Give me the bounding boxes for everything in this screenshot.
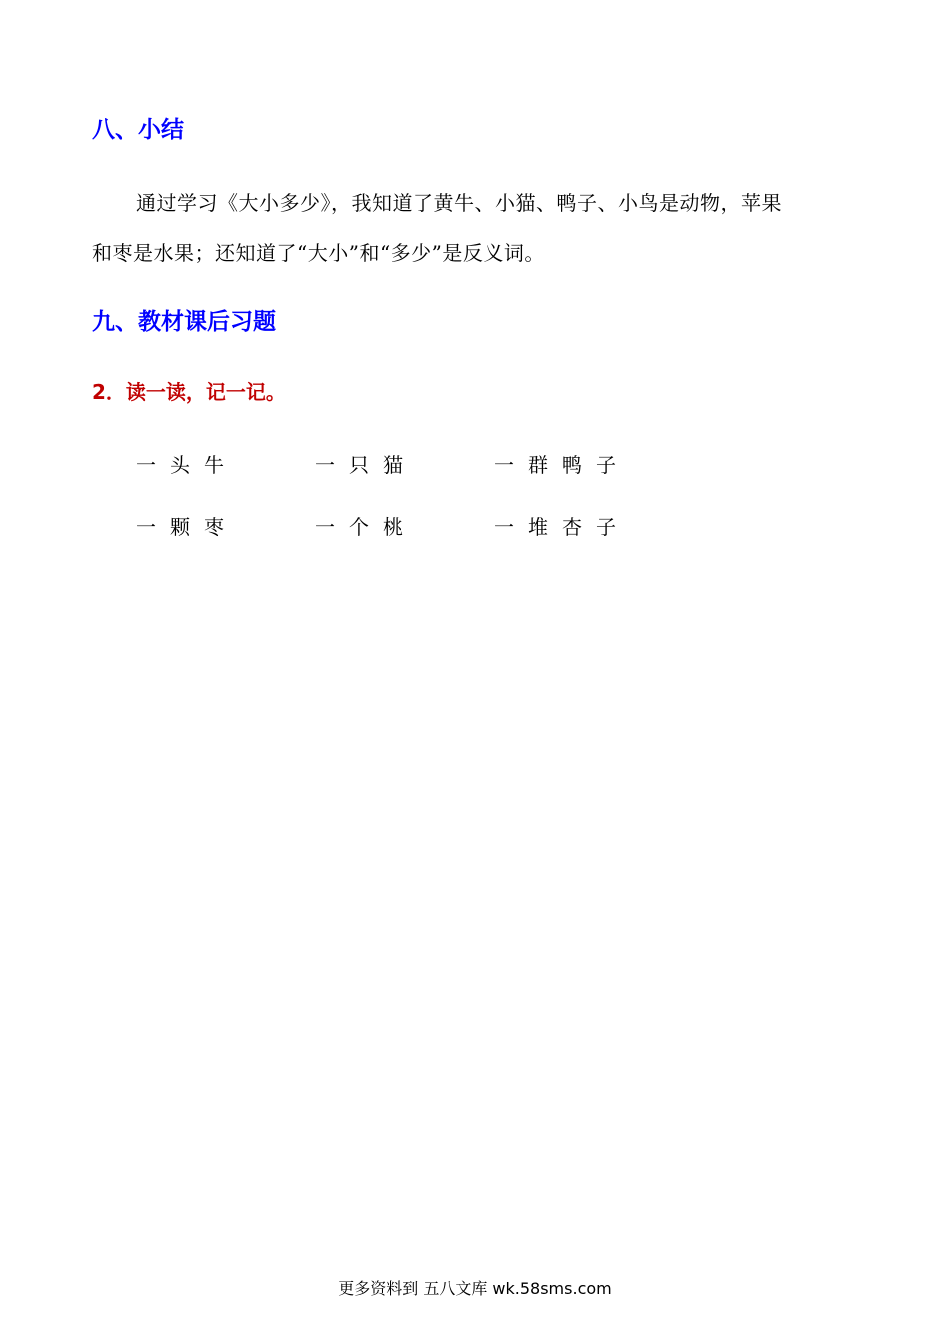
phrase-item: 一堆杏子 [494,515,630,539]
phrase-item: 一只猫 [315,453,417,477]
phrase-item: 一颗枣 [136,515,238,539]
page-footer: 更多资料到 五八文库 wk.58sms.com [338,1279,612,1298]
section-heading-summary: 八、小结 [92,117,184,143]
section-heading-exercises: 九、教材课后习题 [92,309,276,335]
phrase-item: 一群鸭子 [494,453,630,477]
exercise-title: 2．读一读，记一记。 [92,380,286,404]
summary-line-2: 和枣是水果；还知道了“大小”和“多少”是反义词。 [92,241,545,265]
phrase-item: 一头牛 [136,453,238,477]
phrase-item: 一个桃 [315,515,417,539]
summary-paragraph [92,178,862,278]
summary-line-1: 通过学习《大小多少》，我知道了黄牛、小猫、鸭子、小鸟是动物，苹果 [136,191,782,215]
